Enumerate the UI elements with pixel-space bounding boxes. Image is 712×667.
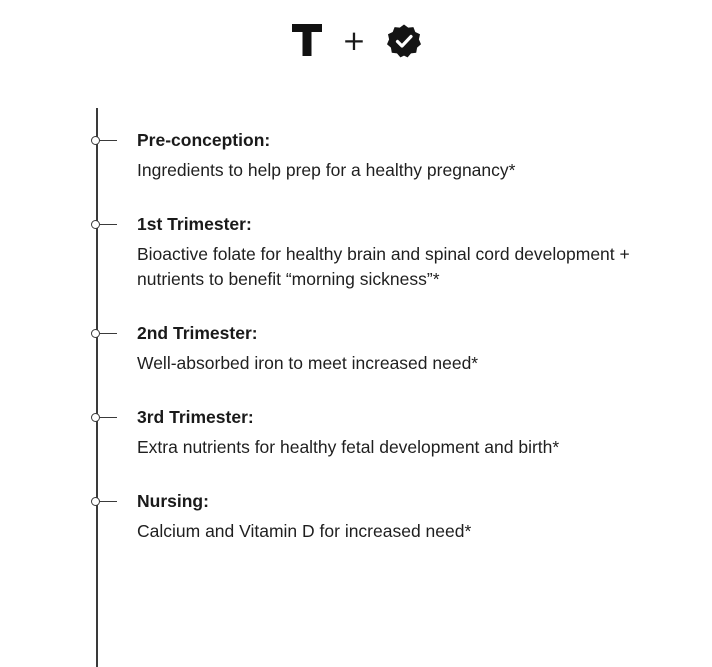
plus-icon: + xyxy=(342,24,366,57)
stage-title: 3rd Trimester: xyxy=(137,407,254,427)
stage-description: Ingredients to help prep for a healthy pregnancy* xyxy=(137,160,516,180)
stage-description: Well-absorbed iron to meet increased need* xyxy=(137,353,479,373)
stage-description: Calcium and Vitamin D for increased need* xyxy=(137,521,472,541)
stage-description: Extra nutrients for healthy fetal development and birth* xyxy=(137,437,560,457)
t-logo-icon xyxy=(290,22,324,58)
timeline-tick xyxy=(100,224,117,225)
brand-header xyxy=(0,22,712,62)
stage-title: Pre-conception: xyxy=(137,130,271,150)
timeline-node-icon xyxy=(91,136,100,145)
timeline-tick xyxy=(100,333,117,334)
verified-badge-icon xyxy=(386,23,422,59)
timeline-node-icon xyxy=(91,329,100,338)
stage-description: Bioactive folate for healthy brain and spinal cord development + nutrients to benefit “morning sickness”* xyxy=(137,244,630,289)
timeline-node-icon xyxy=(91,413,100,422)
stage-title: 2nd Trimester: xyxy=(137,323,258,343)
timeline-node-icon xyxy=(91,497,100,506)
timeline-tick xyxy=(100,501,117,502)
timeline-node-icon xyxy=(91,220,100,229)
stage-title: Nursing: xyxy=(137,491,209,511)
timeline-line xyxy=(96,108,98,667)
timeline-tick xyxy=(100,140,117,141)
timeline-tick xyxy=(100,417,117,418)
stage-title: 1st Trimester: xyxy=(137,214,252,234)
